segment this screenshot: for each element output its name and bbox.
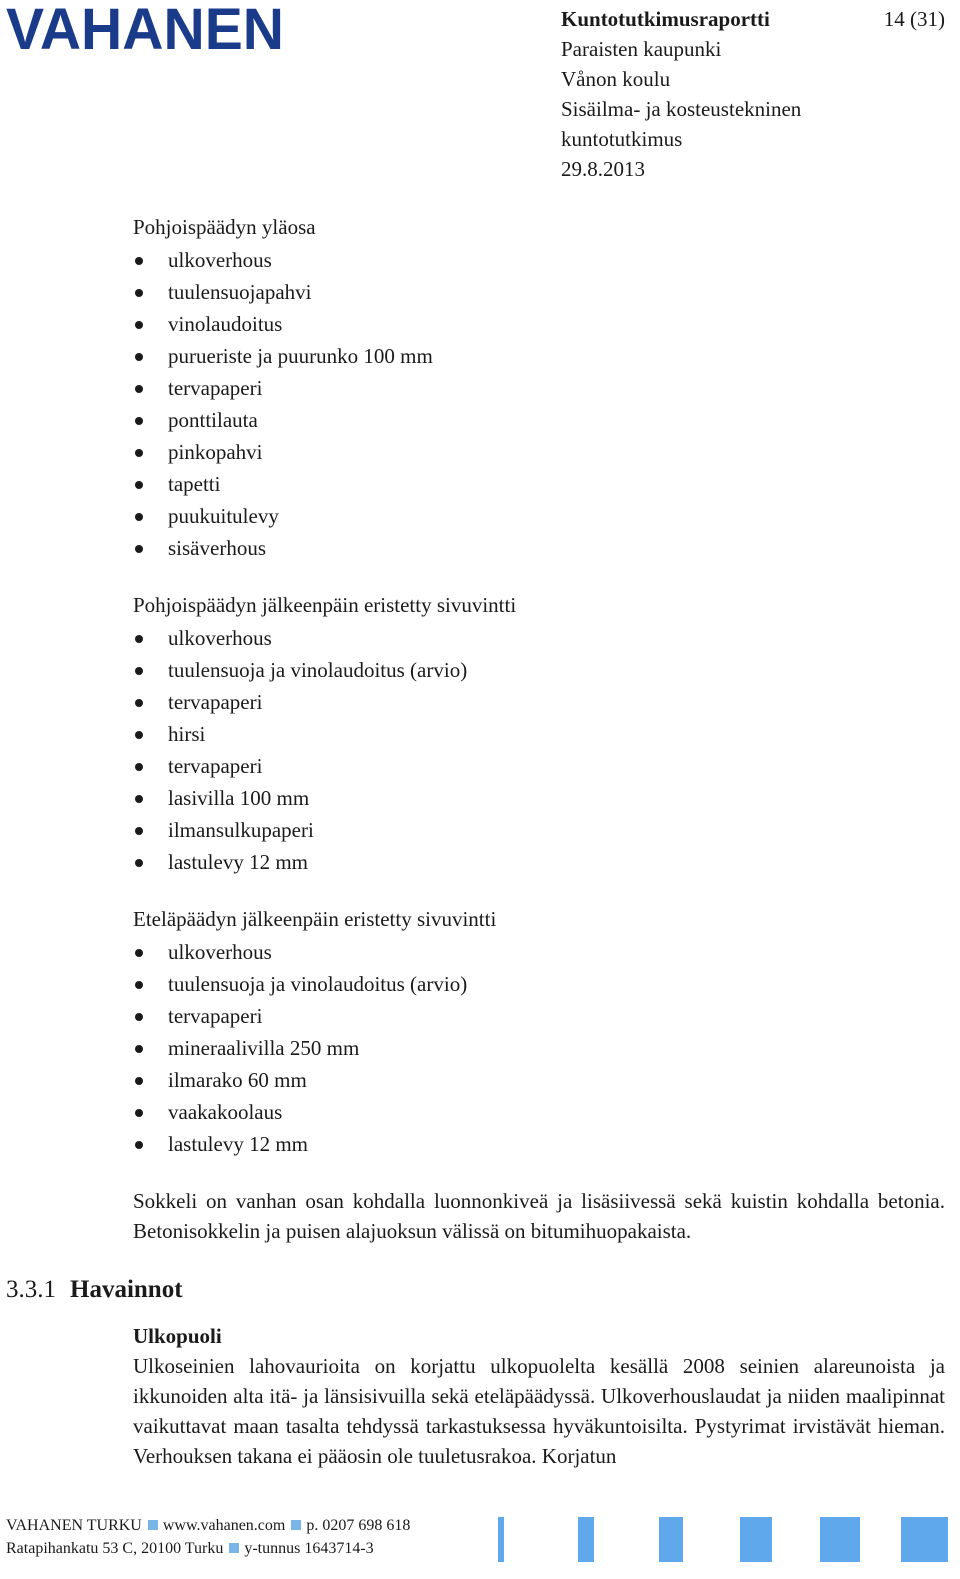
list-item: tuulensuoja ja vinolaudoitus (arvio) — [133, 654, 945, 686]
bullet-icon — [135, 1077, 143, 1085]
page-footer — [6, 1514, 410, 1560]
bullet-icon — [135, 731, 143, 739]
list-item: lastulevy 12 mm — [133, 846, 945, 878]
list-item: ponttilauta — [133, 404, 945, 436]
header-line: Sisäilma- ja kosteustekninen — [561, 97, 802, 121]
bullet-icon — [135, 321, 143, 329]
square-icon — [148, 1520, 158, 1530]
section-title: Eteläpäädyn jälkeenpäin eristetty sivuvintti — [133, 907, 497, 931]
list-item: hirsi — [133, 718, 945, 750]
footer-bar — [659, 1517, 683, 1562]
footer-phone: p. 0207 698 618 — [306, 1517, 411, 1534]
section-title: Pohjoispäädyn jälkeenpäin eristetty sivuvintti — [133, 593, 517, 617]
list-item: sisäverhous — [133, 532, 945, 564]
footer-company: VAHANEN TURKU — [6, 1517, 142, 1534]
report-header — [561, 4, 951, 184]
header-line: kuntotutkimus — [561, 127, 683, 151]
heading-number: 3.3.1 — [6, 1276, 56, 1303]
ulkopuoli-section — [133, 1321, 945, 1471]
list-item: tervapaperi — [133, 1000, 945, 1032]
list-item: tervapaperi — [133, 750, 945, 782]
list-item: tervapaperi — [133, 372, 945, 404]
bullet-icon — [135, 449, 143, 457]
vahanen-logo — [6, 2, 286, 54]
structure-section — [133, 904, 945, 1160]
bullet-icon — [135, 827, 143, 835]
logo-text: VAHANEN — [6, 2, 284, 54]
section-title: Pohjoispäädyn yläosa — [133, 215, 316, 239]
bullet-icon — [135, 949, 143, 957]
heading-text: Havainnot — [70, 1276, 183, 1303]
footer-ytunnus: y-tunnus 1643714-3 — [244, 1540, 374, 1557]
list-item: ulkoverhous — [133, 622, 945, 654]
section-heading — [6, 1276, 183, 1304]
list-item: ulkoverhous — [133, 244, 945, 276]
bullet-icon — [135, 257, 143, 265]
list-item: puukuitulevy — [133, 500, 945, 532]
structure-section — [133, 590, 945, 878]
list-item: ilmansulkupaperi — [133, 814, 945, 846]
bullet-icon — [135, 981, 143, 989]
list-item: tuulensuoja ja vinolaudoitus (arvio) — [133, 968, 945, 1000]
list-item: ulkoverhous — [133, 936, 945, 968]
footer-bar — [498, 1517, 504, 1562]
footer-bar — [578, 1517, 594, 1562]
footer-bar — [820, 1517, 860, 1562]
list-item: pinkopahvi — [133, 436, 945, 468]
header-date: 29.8.2013 — [561, 157, 645, 181]
main-content — [133, 212, 945, 1246]
square-icon — [229, 1543, 239, 1553]
footer-address: Ratapihankatu 53 C, 20100 Turku — [6, 1540, 224, 1557]
bullet-icon — [135, 513, 143, 521]
bullet-icon — [135, 1141, 143, 1149]
bullet-icon — [135, 763, 143, 771]
layer-list — [133, 622, 945, 878]
header-line: Paraisten kaupunki — [561, 37, 722, 61]
page-number: 14 (31) — [883, 7, 945, 31]
bullet-icon — [135, 1013, 143, 1021]
report-title: Kuntotutkimusraportti — [561, 7, 770, 31]
bullet-icon — [135, 481, 143, 489]
footer-web: www.vahanen.com — [162, 1517, 286, 1534]
list-item: vinolaudoitus — [133, 308, 945, 340]
subsection-title: Ulkopuoli — [133, 1324, 222, 1348]
structure-section — [133, 212, 945, 564]
sokkeli-paragraph: Sokkeli on vanhan osan kohdalla luonnonkiveä ja lisäsiivessä sekä kuistin kohdalla betonia. Betonisokkelin ja puisen alajuoksun välissä on bitumihuopakaista. — [133, 1189, 945, 1243]
footer-decoration — [498, 1517, 948, 1562]
list-item: mineraalivilla 250 mm — [133, 1032, 945, 1064]
bullet-icon — [135, 353, 143, 361]
list-item: purueriste ja puurunko 100 mm — [133, 340, 945, 372]
bullet-icon — [135, 635, 143, 643]
list-item: vaakakoolaus — [133, 1096, 945, 1128]
bullet-icon — [135, 1109, 143, 1117]
footer-bar — [740, 1517, 772, 1562]
bullet-icon — [135, 289, 143, 297]
bullet-icon — [135, 1045, 143, 1053]
bullet-icon — [135, 859, 143, 867]
layer-list — [133, 936, 945, 1160]
layer-list — [133, 244, 945, 564]
bullet-icon — [135, 385, 143, 393]
bullet-icon — [135, 795, 143, 803]
list-item: tapetti — [133, 468, 945, 500]
list-item: ilmarako 60 mm — [133, 1064, 945, 1096]
list-item: tuulensuojapahvi — [133, 276, 945, 308]
list-item: lasivilla 100 mm — [133, 782, 945, 814]
footer-bar — [901, 1517, 948, 1562]
bullet-icon — [135, 417, 143, 425]
bullet-icon — [135, 667, 143, 675]
bullet-icon — [135, 699, 143, 707]
list-item: lastulevy 12 mm — [133, 1128, 945, 1160]
bullet-icon — [135, 545, 143, 553]
ulkopuoli-paragraph: Ulkoseinien lahovaurioita on korjattu ulkopuolelta kesällä 2008 seinien alareunoista ja ikkunoiden alta itä- ja länsisivuilla sekä eteläpäädyssä. Ulkoverhouslaudat ja niiden maalipinnat vaikuttavat maan tasalta tehdyssä tarkastuksessa hyväkuntoisilta. Pystyrimat irvistävät hieman. Verhouksen takana ei pääosin ole tuuletusrakoa. Korjatun — [133, 1354, 945, 1468]
square-icon — [291, 1520, 301, 1530]
header-line: Vånon koulu — [561, 67, 671, 91]
list-item: tervapaperi — [133, 686, 945, 718]
